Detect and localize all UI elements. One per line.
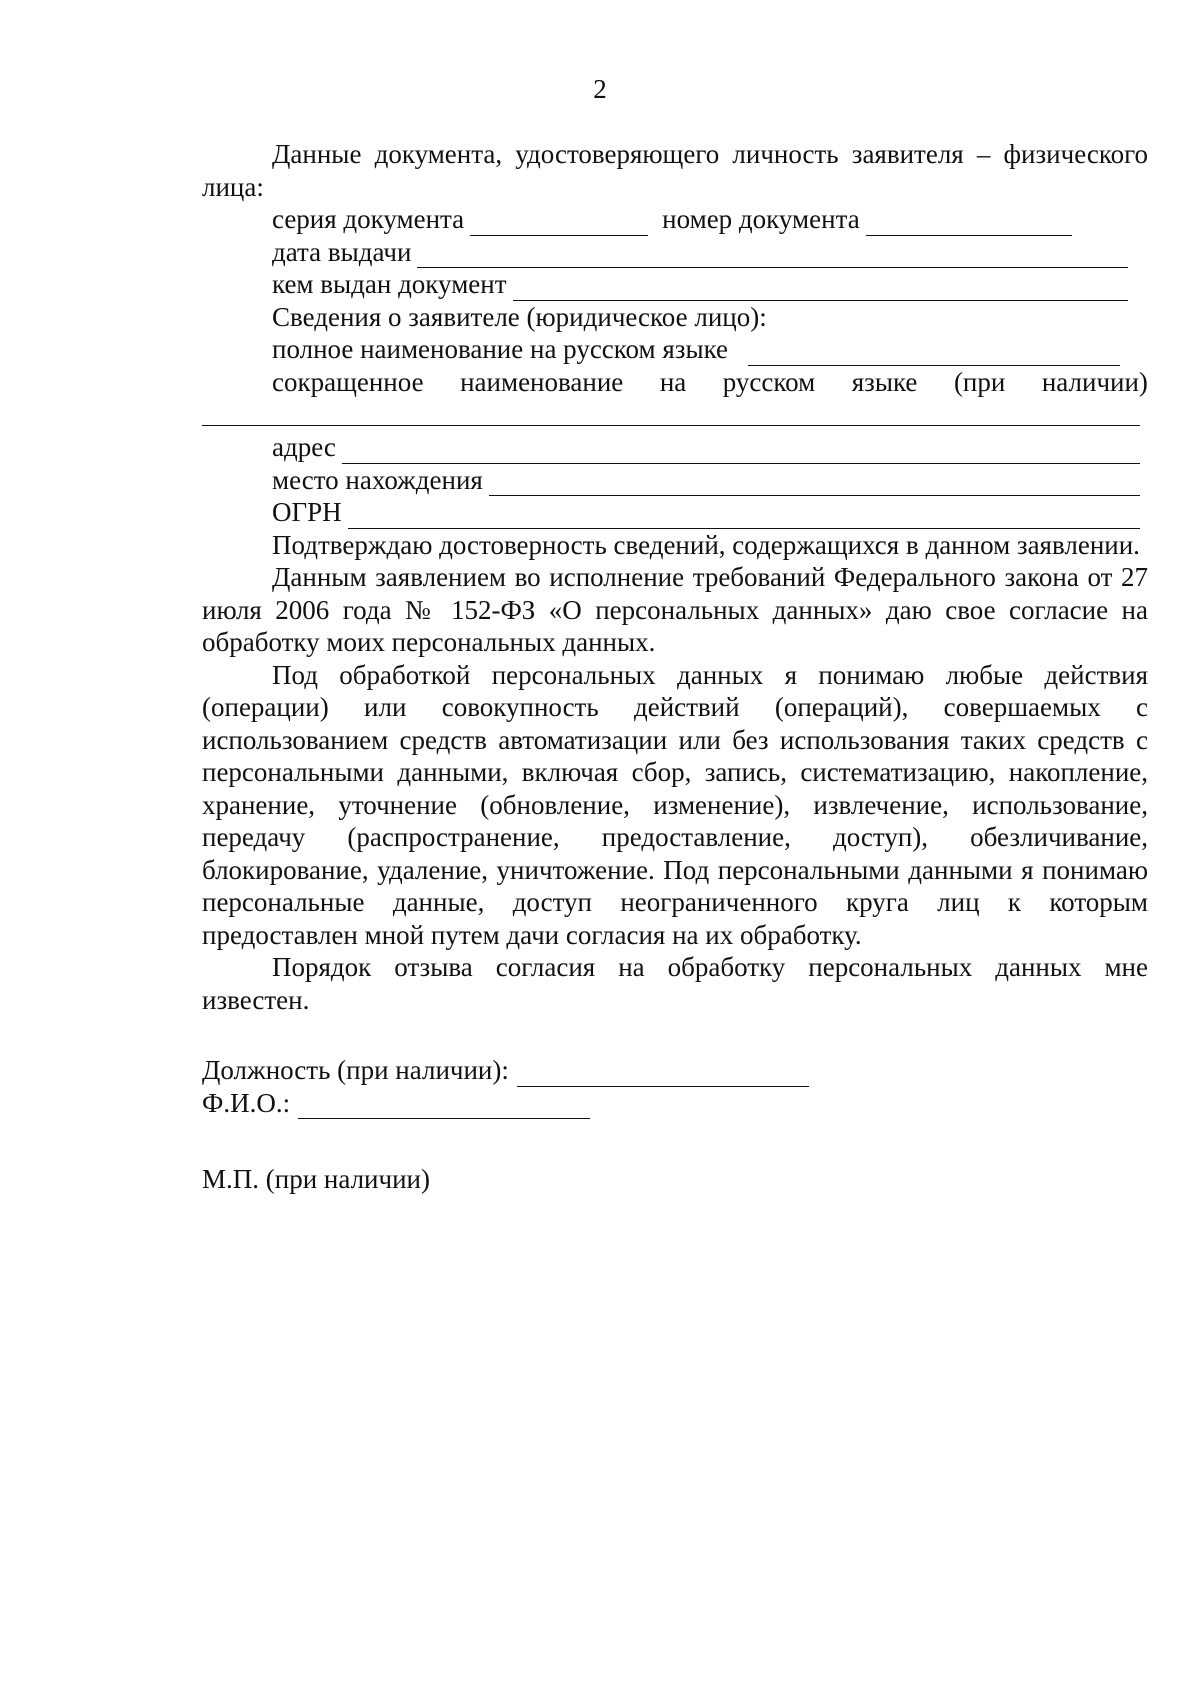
stamp-label: М.П. (при наличии) (202, 1164, 430, 1194)
short-name-word: сокращенное (272, 366, 424, 397)
position-row (202, 1054, 1148, 1087)
fio-label: Ф.И.О.: (202, 1087, 291, 1118)
short-name-word: языке (851, 366, 918, 397)
short-name-word: русском (722, 366, 816, 397)
position-field[interactable] (517, 1061, 809, 1087)
address-label: адрес (272, 432, 336, 462)
address-field[interactable] (342, 438, 1140, 464)
identity-intro: Данные документа, удостоверяющего личность заявителя – физического лица: (202, 139, 1148, 202)
issue-date-field[interactable] (417, 242, 1128, 268)
confirm-paragraph: Подтверждаю достоверность сведений, содержащихся в данном заявлении. (272, 529, 1140, 560)
issued-by-row (202, 268, 1148, 301)
full-name-field[interactable] (748, 340, 1120, 366)
location-field[interactable] (489, 470, 1140, 496)
short-name-word: наличии) (1041, 366, 1148, 397)
ogrn-label: ОГРН (272, 497, 342, 527)
number-label: номер документа (662, 204, 860, 234)
short-name-row (202, 366, 1148, 399)
full-name-label: полное наименование на русском языке (272, 334, 729, 364)
series-number-row (202, 203, 1148, 236)
ogrn-row (202, 496, 1148, 529)
legal-entity-heading: Сведения о заявителе (юридическое лицо): (272, 301, 767, 332)
series-label: серия документа (272, 204, 465, 234)
short-name-word: (при (953, 366, 1006, 397)
issue-date-row (202, 236, 1148, 269)
document-body (202, 138, 1148, 1196)
fio-row (202, 1087, 1148, 1120)
position-label: Должность (при наличии): (202, 1055, 509, 1085)
page-number: 2 (593, 74, 607, 104)
processing-paragraph: Под обработкой персональных данных я понимаю любые действия (операции) или совокупность действий (операций), совершаемых с использованием средств автоматизации или без использования таких средств с персональными данными, включая сбор, запись, систематизацию, накопление, хранение, уточнение (обновление, изменение), извлечение, использование, передачу (распространение, предоставление, доступ), обезличивание, блокирование, удаление, уничтожение. Под персональными данными я понимаю персональные данные, доступ неограниченного круга лиц к которым предоставлен мной путем дачи согласия на их обработку. (202, 659, 1148, 950)
series-field[interactable] (470, 210, 648, 236)
location-label: место нахождения (272, 464, 483, 495)
withdrawal-paragraph: Порядок отзыва согласия на обработку персональных данных мне известен. (202, 952, 1148, 1015)
ogrn-field[interactable] (348, 503, 1140, 529)
full-name-row (202, 333, 1148, 366)
location-row (202, 464, 1148, 497)
number-field[interactable] (866, 210, 1072, 236)
short-name-field[interactable] (202, 398, 1140, 426)
short-name-word: наименование (460, 366, 624, 397)
issued-by-label: кем выдан документ (272, 269, 507, 299)
signature-block (202, 1054, 1148, 1119)
fio-field[interactable] (298, 1093, 590, 1119)
issued-by-field[interactable] (513, 275, 1128, 301)
address-row (202, 431, 1148, 464)
consent-paragraph: Данным заявлением во исполнение требований Федерального закона от 27 июля 2006 года № 152-ФЗ «О персональных данных» даю свое согласие на обработку моих персональных данных. (202, 562, 1148, 657)
issue-date-label: дата выдачи (272, 236, 412, 267)
short-name-word: на (659, 366, 687, 397)
